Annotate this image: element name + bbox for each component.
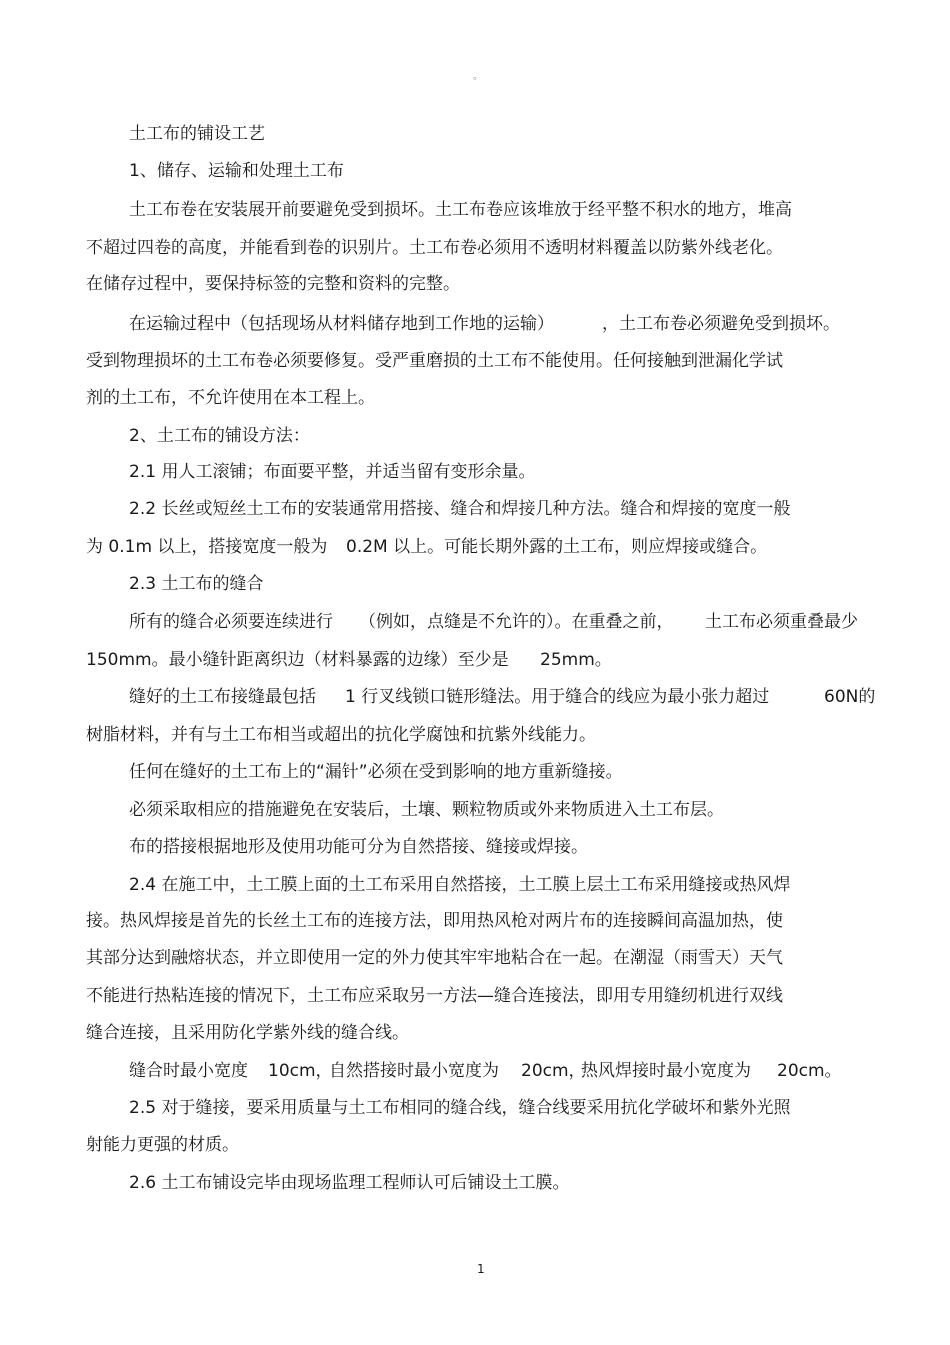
paragraph-line: 土工布必须重叠最少 <box>705 612 858 632</box>
paragraph-line: 25mm。 <box>540 650 612 670</box>
paragraph-line: 射能力更强的材质。 <box>86 1135 239 1155</box>
section-2-heading: 2、土工布的铺设方法： <box>129 426 310 446</box>
paragraph-line: 不超过四卷的高度，并能看到卷的识别片。土工布卷必须用不透明材料覆盖以防紫外线老化。 <box>86 238 783 258</box>
document-title: 土工布的铺设工艺 <box>129 124 265 144</box>
paragraph-line: 0.2M 以上。可能长期外露的土工布，则应焊接或缝合。 <box>346 537 768 557</box>
paragraph-line: 土工布卷在安装展开前要避免受到损坏。土工布卷应该堆放于经平整不积水的地方，堆高 <box>129 200 792 220</box>
paragraph-line: 1 行叉线锁口链形缝法。用于缝合的线应为最小张力超过 <box>345 687 770 707</box>
paragraph-line: 必须采取相应的措施避免在安装后，土壤、颗粒物质或外来物质进入土工布层。 <box>129 800 724 820</box>
page-number: 1 <box>477 1262 485 1276</box>
paragraph-line: 2.6 土工布铺设完毕由现场监理工程师认可后铺设土工膜。 <box>129 1173 570 1193</box>
paragraph-line: 不能进行热粘连接的情况下，土工布应采取另一方法—缝合连接法，即用专用缝纫机进行双线 <box>86 986 783 1006</box>
paragraph-line: （例如，点缝是不允许的）。在重叠之前， <box>359 612 674 632</box>
paragraph-line: 受到物理损坏的土工布卷必须要修复。受严重磨损的土工布不能使用。任何接触到泄漏化学试 <box>86 351 783 371</box>
paragraph-line: 缝合时最小宽度 <box>129 1061 248 1081</box>
paragraph-line: 2.4 在施工中，土工膜上面的土工布采用自然搭接，土工膜上层土工布采用缝接或热风焊 <box>129 875 791 895</box>
paragraph-line: 任何在缝好的土工布上的“漏针”必须在受到影响的地方重新缝接。 <box>129 762 623 782</box>
paragraph-line: 接。热风焊接是首先的长丝土工布的连接方法，即用热风枪对两片布的连接瞬间高温加热，使 <box>86 911 783 931</box>
paragraph-line: 20cm。 <box>777 1061 842 1081</box>
paragraph-line: 2.2 长丝或短丝土工布的安装通常用搭接、缝合和焊接几种方法。缝合和焊接的宽度一般 <box>129 499 791 519</box>
paragraph-line: 2.5 对于缝接，要采用质量与土工布相同的缝合线，缝合线要采用抗化学破坏和紫外光照 <box>129 1098 791 1118</box>
paragraph-line: 150mm。最小缝针距离织边（材料暴露的边缘）至少是 <box>86 650 509 670</box>
paragraph-line: 10cm， <box>268 1061 333 1081</box>
paragraph-line: 为 0.1m 以上，搭接宽度一般为 <box>86 537 328 557</box>
header-mark: 。 <box>473 71 483 82</box>
paragraph-line: 自然搭接时最小宽度为 <box>329 1061 499 1081</box>
paragraph-line: 缝合连接，且采用防化学紫外线的缝合线。 <box>86 1023 409 1043</box>
paragraph-line: ，土工布卷必须避免受到损坏。 <box>602 314 840 334</box>
paragraph-line: 2.1 用人工滚铺；布面要平整，并适当留有变形余量。 <box>129 462 536 482</box>
paragraph-line: 热风焊接时最小宽度为 <box>581 1061 751 1081</box>
paragraph-line: 布的搭接根据地形及使用功能可分为自然搭接、缝接或焊接。 <box>129 837 588 857</box>
paragraph-line: 60N的 <box>824 687 876 707</box>
section-1-heading: 1、储存、运输和处理土工布 <box>129 161 344 181</box>
paragraph-line: 在运输过程中（包括现场从材料储存地到工作地的运输） <box>129 314 554 334</box>
paragraph-line: 其部分达到融熔状态，并立即使用一定的外力使其牢牢地粘合在一起。在潮湿（雨雪天）天气 <box>86 948 783 968</box>
paragraph-line: 缝好的土工布接缝最包括 <box>129 687 316 707</box>
paragraph-line: 剂的土工布，不允许使用在本工程上。 <box>86 388 375 408</box>
paragraph-line: 所有的缝合必须要连续进行 <box>129 612 333 632</box>
paragraph-line: 树脂材料，并有与土工布相当或超出的抗化学腐蚀和抗紫外线能力。 <box>86 725 596 745</box>
subsection-2-3-heading: 2.3 土工布的缝合 <box>129 574 264 594</box>
paragraph-line: 20cm， <box>521 1061 586 1081</box>
paragraph-line: 在储存过程中，要保持标签的完整和资料的完整。 <box>86 274 460 294</box>
